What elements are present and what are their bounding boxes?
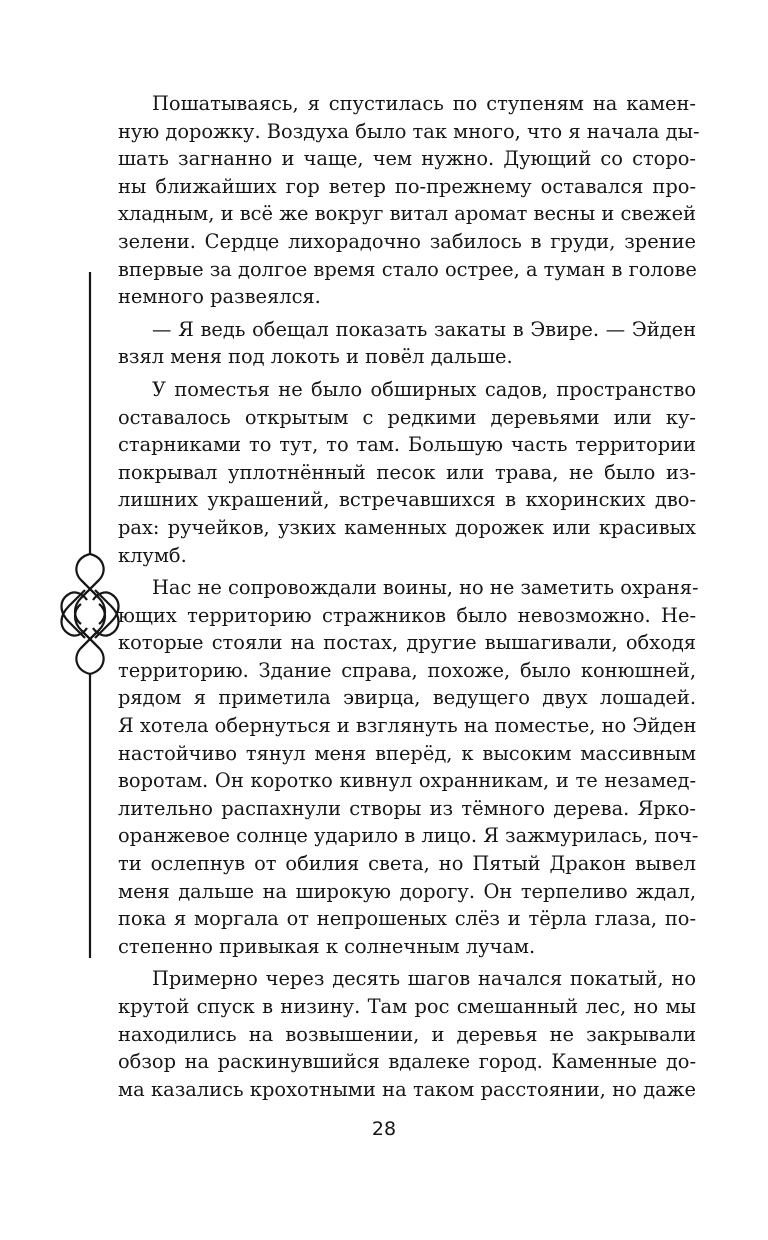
text-line: пока я моргала от непрошеных слёз и тёрла глаза, по- [118,907,696,931]
text-line: шать загнанно и чаще, чем нужно. Дующий со сторо- [118,147,696,171]
text-line: старниками то тут, то там. Большую часть территории [118,433,696,457]
text-line: Я хотела обернуться и взглянуть на поместье, но Эйден [118,714,697,738]
text-line: меня дальше на широкую дорогу. Он терпеливо ждал, [118,879,696,903]
text-line: — Я ведь обещал показать закаты в Эвире. — Эйден [152,317,696,341]
text-line: зелени. Сердце лихорадочно забилось в груди, зрение [118,229,696,253]
text-line: обзор на раскинувшийся вдалеке город. Каменные до- [118,1050,696,1074]
text-line: ющих территорию стражников было невозможно. Не- [118,603,696,627]
text-line: Нас не сопровождали воины, но не заметить охраня- [152,576,699,600]
text-line: находились на возвышении, и деревья не закрывали [118,1022,696,1046]
text-line: ма казались крохотными на таком расстоянии, но даже [118,1077,696,1101]
text-line: лишних украшений, встречавшихся в кхоринских дво- [118,488,696,512]
text-line: настойчиво тянул меня вперёд, к высоким массивным [118,741,696,765]
text-line: территорию. Здание справа, похоже, было конюшней, [118,658,696,682]
text-line: рах: ручейков, узких каменных дорожек или красивых [118,515,696,539]
body-text [118,90,700,1103]
text-line: клумб. [118,543,187,567]
text-line: которые стояли на постах, другие вышагивали, обходя [118,631,696,655]
text-line: покрывал уплотнённый песок или трава, не было из- [118,460,696,484]
text-line: Пошатываясь, я спустилась по ступеням на камен- [152,92,696,115]
celtic-knot-ornament-icon [55,272,125,958]
text-line: хладным, и всё же вокруг витал аромат весны и свежей [118,202,696,226]
text-line: ны ближайших гор ветер по-прежнему оставался про- [118,174,696,198]
text-line: Примерно через десять шагов начался покатый, но [152,967,696,991]
page-number: 28 [371,1118,397,1140]
text-line: крутой спуск в низину. Там рос смешанный лес, но мы [118,995,696,1018]
text-line: рядом я приметила эвирца, ведущего двух лошадей. [118,686,696,710]
text-line: взял меня под локоть и повёл дальше. [118,345,513,369]
text-line: воротам. Он коротко кивнул охранникам, и те незамед- [118,769,696,793]
text-line: ную дорожку. Воздуха было так много, что я начала ды- [118,119,700,143]
text-line: У поместья не было обширных садов, пространство [152,377,696,401]
text-line: степенно привыкая к солнечным лучам. [118,934,536,958]
text-line: впервые за долгое время стало острее, а туман в голове [118,257,697,281]
text-line: лительно распахнули створы из тёмного дерева. Ярко- [118,796,696,820]
text-line: ти ослепнув от обилия света, но Пятый Дракон вывел [118,852,696,876]
text-line: немного развеялся. [118,285,321,309]
text-line: оставалось открытым с редкими деревьями или ку- [118,405,696,429]
text-line: оранжевое солнце ударило в лицо. Я зажмурилась, поч- [118,824,699,848]
